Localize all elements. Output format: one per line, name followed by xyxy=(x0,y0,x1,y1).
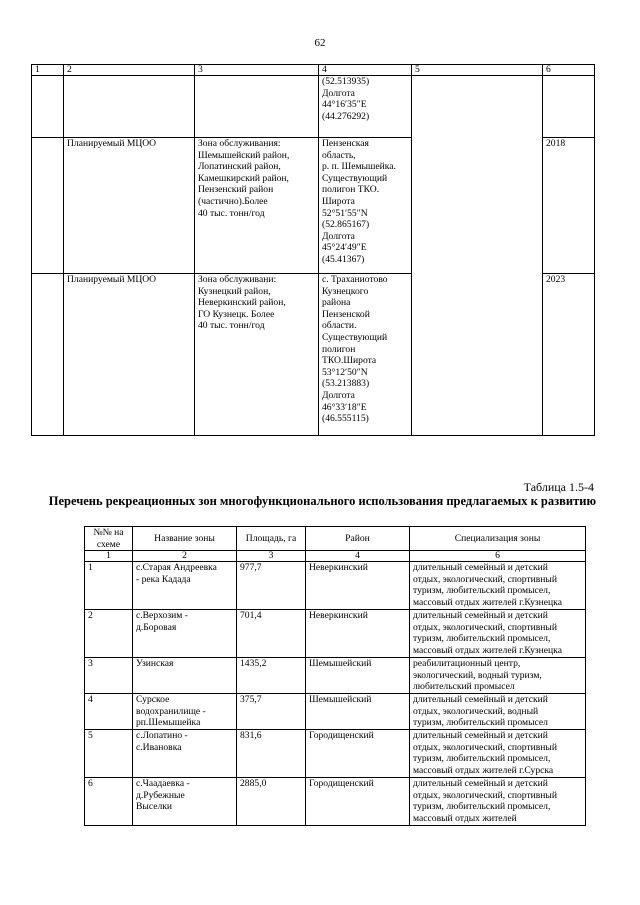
table-header-row xyxy=(32,65,595,76)
cell-object: Планируемый МЦОО xyxy=(64,138,195,274)
cell-number: 6 xyxy=(85,778,133,826)
cell-year xyxy=(543,76,595,138)
cell-district: Городищенский xyxy=(306,778,410,826)
cell-specialization: длительный семейный и детский отдых, экологический, спортивный туризм, любительский промысел, массовый отдых жителей xyxy=(410,778,586,826)
cell-district: Шемышейский xyxy=(306,694,410,730)
cell-specialization: реабилитационный центр, экологический, водный туризм, любительский промысел xyxy=(410,658,586,694)
column-number: 2 xyxy=(64,65,195,76)
header-scheme-number: №№ на схеме xyxy=(85,527,133,551)
cell-district: Городищенский xyxy=(306,730,410,778)
cell-service-zone: Зона обслуживани: Кузнецкий район, Неверкинский район, ГО Кузнецк. Более 40 тыс. тонн/год xyxy=(195,274,319,436)
cell-location: Пензенская область, р. п. Шемышейка. Существующий полигон ТКО. Широта 52°51′55″N (52.865167) Долгота 45°24′49″E (45.41367) xyxy=(319,138,412,274)
table-row xyxy=(32,76,595,138)
cell-zone-name: Узинская xyxy=(133,658,237,694)
column-number: 1 xyxy=(32,65,64,76)
cell-merged-column-5 xyxy=(412,76,543,436)
cell-area: 2885,0 xyxy=(237,778,306,826)
cell-area: 701,4 xyxy=(237,610,306,658)
cell-service-zone xyxy=(195,76,319,138)
cell-specialization: длительный семейный и детский отдых, экологический, водный туризм, любительский промысел xyxy=(410,694,586,730)
page-number: 62 xyxy=(314,37,326,49)
cell-zone-name: с.Верхозим - д.Боровая xyxy=(133,610,237,658)
cell-index xyxy=(32,274,64,436)
cell-object xyxy=(64,76,195,138)
cell-service-zone: Зона обслуживания: Шемышейский район, Лопатинский район, Камешкирский район, Пензенский район (частично).Более 40 тыс. тонн/год xyxy=(195,138,319,274)
cell-year: 2018 xyxy=(543,138,595,274)
cell-area: 977,7 xyxy=(237,562,306,610)
cell-number: 1 xyxy=(85,562,133,610)
cell-district: Неверкинский xyxy=(306,610,410,658)
column-number: 2 xyxy=(133,551,237,562)
table-row xyxy=(85,778,586,826)
cell-number: 3 xyxy=(85,658,133,694)
table-row xyxy=(85,694,586,730)
cell-area: 831,6 xyxy=(237,730,306,778)
column-number: 3 xyxy=(195,65,319,76)
table-row xyxy=(85,730,586,778)
cell-specialization: длительный семейный и детский отдых, экологический, спортивный туризм, любительский промысел, массовый отдых жителей г.Кузнецка xyxy=(410,562,586,610)
mcoo-table xyxy=(31,64,595,436)
cell-zone-name: Сурское водохранилище - рп.Шемышейка xyxy=(133,694,237,730)
recreation-zones-table xyxy=(84,526,586,826)
table-header-row xyxy=(85,527,586,551)
header-zone-name: Название зоны xyxy=(133,527,237,551)
table-row xyxy=(85,658,586,694)
cell-location: с. Траханиотово Кузнецкого района Пензенской области. Существующий полигон ТКО.Широта 53°12′50″N (53.213883) Долгота 46°33′18″E (46.555115) xyxy=(319,274,412,436)
cell-district: Неверкинский xyxy=(306,562,410,610)
cell-zone-name: с.Старая Андреевка - река Кадада xyxy=(133,562,237,610)
cell-area: 375,7 xyxy=(237,694,306,730)
column-number: 1 xyxy=(85,551,133,562)
cell-location: (52.513935) Долгота 44°16′35″E (44.276292) xyxy=(319,76,412,138)
cell-number: 2 xyxy=(85,610,133,658)
cell-specialization: длительный семейный и детский отдых, экологический, спортивный туризм, любительский промысел, массовый отдых жителей г.Сурска xyxy=(410,730,586,778)
cell-year: 2023 xyxy=(543,274,595,436)
cell-area: 1435,2 xyxy=(237,658,306,694)
column-number: 3 xyxy=(237,551,306,562)
cell-zone-name: с.Чаадаевка - д.Рубежные Выселки xyxy=(133,778,237,826)
header-district: Район xyxy=(306,527,410,551)
column-number: 5 xyxy=(412,65,543,76)
table-title: Перечень рекреационных зон многофункционального использования предлагаемых к развитию xyxy=(48,494,596,508)
cell-number: 5 xyxy=(85,730,133,778)
cell-zone-name: с.Лопатино - с.Ивановка xyxy=(133,730,237,778)
column-number: 6 xyxy=(410,551,586,562)
header-specialization: Специализация зоны xyxy=(410,527,586,551)
cell-index xyxy=(32,138,64,274)
column-number: 4 xyxy=(306,551,410,562)
cell-object: Планируемый МЦОО xyxy=(64,274,195,436)
column-number: 6 xyxy=(543,65,595,76)
table-caption: Таблица 1.5-4 xyxy=(523,480,594,494)
column-number-row xyxy=(85,551,586,562)
cell-specialization: длительный семейный и детский отдых, экологический, спортивный туризм, любительский промысел, массовый отдых жителей г.Кузнецка xyxy=(410,610,586,658)
cell-district: Шемышейский xyxy=(306,658,410,694)
column-number: 4 xyxy=(319,65,412,76)
header-area: Площадь, га xyxy=(237,527,306,551)
table-row xyxy=(85,562,586,610)
cell-number: 4 xyxy=(85,694,133,730)
table-row xyxy=(85,610,586,658)
cell-index xyxy=(32,76,64,138)
